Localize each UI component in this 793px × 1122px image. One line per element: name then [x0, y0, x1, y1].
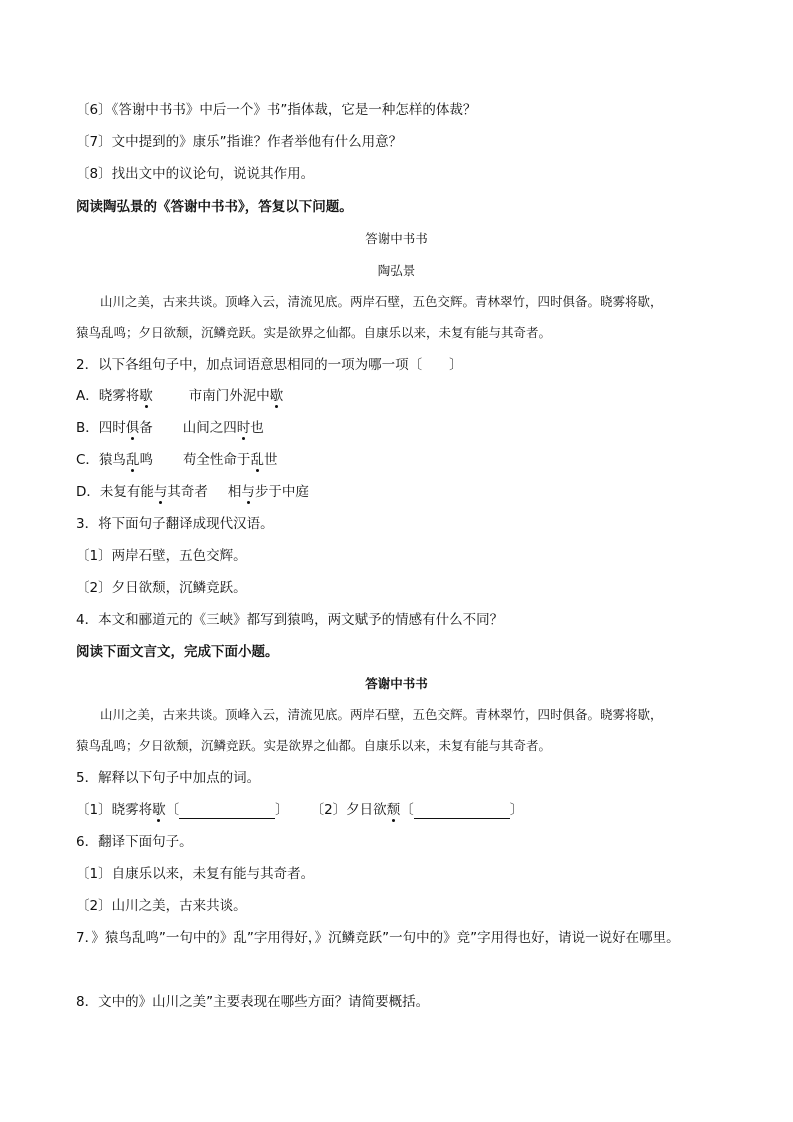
- question-5-stem: 5．解释以下句子中加点的词。: [76, 770, 261, 786]
- dotted-char: 歇: [269, 388, 284, 404]
- question-8: 〔8〕找出文中的议论句，说说其作用。: [76, 166, 315, 182]
- option-c: C．猿鸟乱鸣 苟全性命于乱世: [76, 452, 278, 468]
- option-a: A．晓雾将歇 市南门外泥中歇: [76, 388, 284, 404]
- answer-blank[interactable]: [414, 804, 510, 819]
- question-4: 4．本文和郦道元的《三峡》都写到猿鸣，两文赋予的情感有什么不同？: [76, 612, 504, 628]
- answer-blank[interactable]: [179, 804, 275, 819]
- question-6: 〔6〕《答谢中书书》中后一个》书”指体裁，它是一种怎样的体裁？: [76, 102, 477, 118]
- section-1-heading: 阅读陶弘景的《答谢中书书》，答复以下问题。: [76, 199, 353, 215]
- dotted-char: 歇: [139, 388, 153, 404]
- question-2-stem: 2．以下各组句子中，加点词语意思相同的一项为哪一项〔 〕: [76, 357, 463, 373]
- passage-2-line-1: 山川之美，古来共谈。顶峰入云，清流见底。两岸石壁，五色交辉。青林翠竹，四时俱备。晓雾将歇，: [100, 707, 663, 722]
- dotted-char: 与: [241, 484, 255, 500]
- passage-1-title: 答谢中书书: [365, 231, 428, 246]
- dotted-char: 乱: [125, 452, 140, 468]
- dotted-char: 时: [236, 420, 251, 436]
- option-b: B．四时俱备 山间之四时也: [76, 420, 264, 436]
- passage-2-title: 答谢中书书: [365, 676, 428, 691]
- dotted-char: 颓: [386, 802, 401, 818]
- question-6-item-2: 〔2〕山川之美，古来共谈。: [76, 898, 247, 914]
- question-3-stem: 3．将下面句子翻译成现代汉语。: [76, 516, 274, 532]
- question-8: 8．文中的》山川之美”主要表现在哪些方面？请简要概括。: [76, 994, 430, 1010]
- dotted-char: 俱: [125, 420, 140, 436]
- dotted-char: 歇: [152, 802, 166, 818]
- dotted-char: 乱: [250, 452, 264, 468]
- question-7: 7．》猿鸟乱鸣”一句中的》乱”字用得好，》沉鳞竞跃”一句中的》竞”字用得也好，请说一说好在哪里。: [76, 930, 680, 946]
- question-5-items: 〔1〕晓雾将歇〔 〕 〔2〕夕日欲颓〔 〕: [76, 802, 524, 818]
- question-3-item-1: 〔1〕两岸石壁，五色交辉。: [76, 548, 247, 564]
- question-3-item-2: 〔2〕夕日欲颓，沉鳞竞跃。: [76, 580, 247, 596]
- question-7: 〔7〕文中提到的》康乐”指谁？作者举他有什么用意？: [76, 134, 403, 150]
- section-2-heading: 阅读下面文言文，完成下面小题。: [76, 644, 279, 660]
- passage-1-line-1: 山川之美，古来共谈。顶峰入云，清流见底。两岸石壁，五色交辉。青林翠竹，四时俱备。晓雾将歇，: [100, 294, 663, 309]
- dotted-char: 与: [153, 484, 168, 500]
- option-d: D．未复有能与其奇者 相与步于中庭: [76, 484, 309, 500]
- question-6-stem: 6．翻译下面句子。: [76, 834, 193, 850]
- passage-1-author: 陶弘景: [377, 263, 416, 278]
- question-6-item-1: 〔1〕自康乐以来，未复有能与其奇者。: [76, 866, 315, 882]
- passage-1-line-2: 猿鸟乱鸣；夕日欲颓，沉鳞竞跃。实是欲界之仙都。自康乐以来，未复有能与其奇者。: [76, 325, 552, 340]
- passage-2-line-2: 猿鸟乱鸣；夕日欲颓，沉鳞竞跃。实是欲界之仙都。自康乐以来，未复有能与其奇者。: [76, 738, 552, 753]
